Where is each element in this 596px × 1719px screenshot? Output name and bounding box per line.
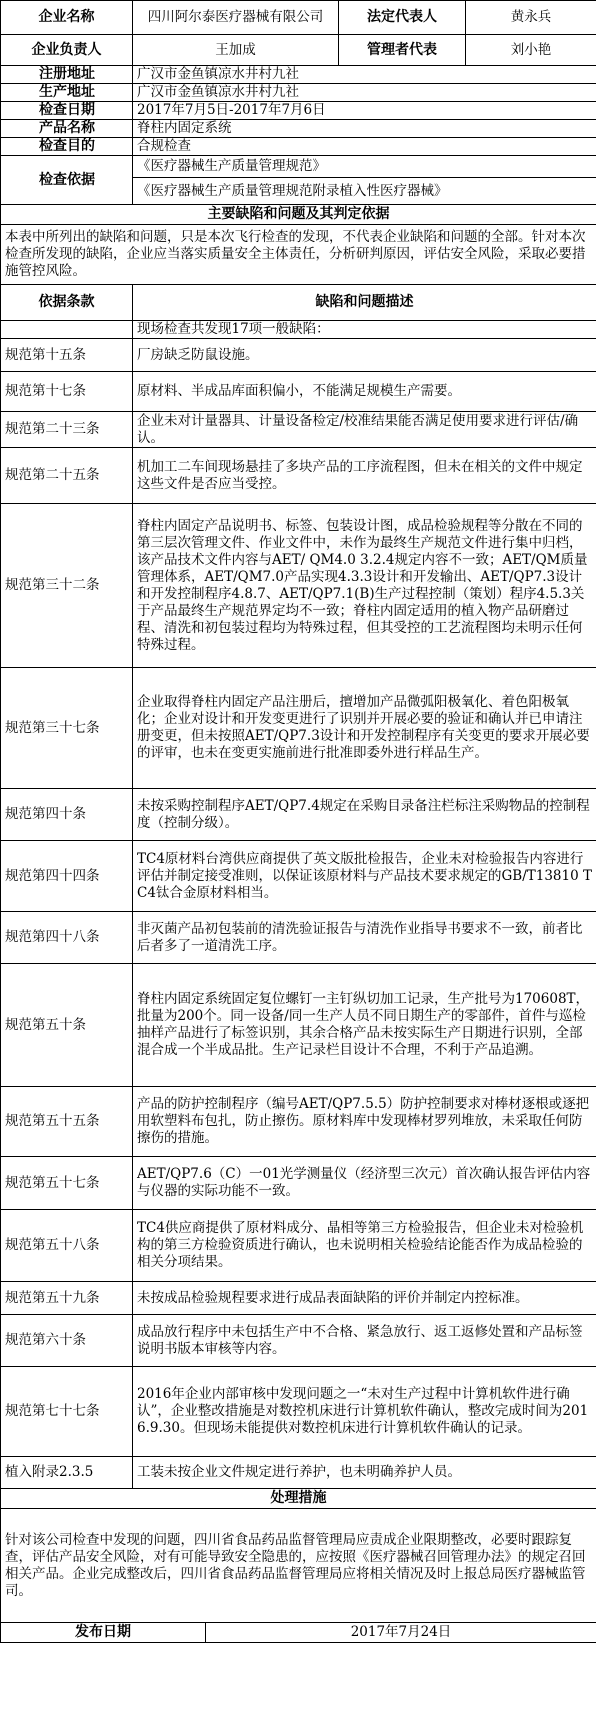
row-release-date xyxy=(1,1623,596,1643)
row-defects-title xyxy=(1,205,596,225)
column-header-description: 缺陷和问题描述 xyxy=(133,285,596,321)
defect-description: 成品放行程序中未包括生产中不合格、紧急放行、返工返修处置和产品标签说明书版本审核等内容。 xyxy=(133,1315,596,1367)
basis-2: 《医疗器械生产质量管理规范附录植入性医疗器械》 xyxy=(133,178,596,205)
row-measures-title xyxy=(1,1489,596,1509)
defect-clause: 规范第十五条 xyxy=(1,339,133,372)
defect-clause: 规范第五十九条 xyxy=(1,1282,133,1315)
row-reg-address xyxy=(1,66,596,84)
defect-clause: 规范第四十八条 xyxy=(1,912,133,964)
defect-description: TC4供应商提供了原材料成分、晶相等第三方检验报告，但企业未对检验机构的第三方检验资质进行确认，也未说明相关检验结论能否作为成品检验的相关分项结果。 xyxy=(133,1210,596,1282)
defect-clause: 规范第五十八条 xyxy=(1,1210,133,1282)
company-name-label: 企业名称 xyxy=(1,1,133,35)
row-company xyxy=(1,1,596,35)
row-column-headers xyxy=(1,285,596,321)
purpose: 合规检查 xyxy=(133,138,596,156)
defect-clause: 规范第七十七条 xyxy=(1,1367,133,1457)
release-date: 2017年7月24日 xyxy=(206,1623,596,1643)
basis-1: 《医疗器械生产质量管理规范》 xyxy=(133,156,596,178)
manager-rep-label: 管理者代表 xyxy=(339,35,466,66)
row-prod-address xyxy=(1,84,596,102)
defect-clause: 规范第三十七条 xyxy=(1,668,133,789)
defects-intro: 本表中所列出的缺陷和问题，只是本次飞行检查的发现，不代表企业缺陷和问题的全部。针对本次检查所发现的缺陷，企业应当落实质量安全主体责任，分析研判原因，评估安全风险，采取必要措施管控风险。 xyxy=(1,225,596,285)
defect-description: 2016年企业内部审核中发现问题之一“未对生产过程中计算机软件进行确认”，企业整改措施是对数控机床进行计算机软件确认，整改完成时间为2016.9.30。但现场未能提供对数控机床进行计算机软件确认的记录。 xyxy=(133,1367,596,1457)
company-head-label: 企业负责人 xyxy=(1,35,133,66)
row-head xyxy=(1,35,596,66)
manager-rep: 刘小艳 xyxy=(466,35,596,66)
reg-address: 广汉市金鱼镇凉水井村九社 xyxy=(133,66,596,84)
defect-description: 未按成品检验规程要求进行成品表面缺陷的评价并制定内控标准。 xyxy=(133,1282,596,1315)
prod-address-label: 生产地址 xyxy=(1,84,133,102)
row-summary xyxy=(1,321,596,339)
defect-description: 脊柱内固定系统固定复位螺钉一主钉纵切加工记录，生产批号为170608T，批量为200个。同一设备/同一生产人员不同日期生产的零部件，首件与巡检抽样产品进行了标签识别，其余合格产品未按实际生产日期进行识别，全部混合成一个半成品批。生产记录栏目设计不合理，不利于产品追溯。 xyxy=(133,964,596,1087)
purpose-label: 检查目的 xyxy=(1,138,133,156)
defect-description: 企业取得脊柱内固定产品注册后，擅增加产品微弧阳极氧化、着色阳极氧化；企业对设计和开发变更进行了识别并开展必要的验证和确认并已申请注册变更，但未按照AET/QP7.3设计和开发控制程序有关变更的要求开展必要的评审，也未在变更实施前进行批准即委外进行样品生产。 xyxy=(133,668,596,789)
defect-row xyxy=(1,339,596,372)
defect-description: 工装未按企业文件规定进行养护，也未明确养护人员。 xyxy=(133,1457,596,1489)
defect-description: 原材料、半成品库面积偏小，不能满足规模生产需要。 xyxy=(133,372,596,412)
defect-description: 厂房缺乏防鼠设施。 xyxy=(133,339,596,372)
defect-clause: 规范第六十条 xyxy=(1,1315,133,1367)
defects-summary: 现场检查共发现17项一般缺陷： xyxy=(133,321,596,339)
prod-address: 广汉市金鱼镇凉水井村九社 xyxy=(133,84,596,102)
row-measures-text xyxy=(1,1509,596,1623)
defect-clause: 规范第二十三条 xyxy=(1,412,133,448)
defect-row xyxy=(1,1457,596,1489)
basis-label: 检查依据 xyxy=(1,156,133,205)
defect-clause: 规范第十七条 xyxy=(1,372,133,412)
defect-row xyxy=(1,1157,596,1210)
defect-clause: 规范第五十五条 xyxy=(1,1087,133,1157)
measures-title: 处理措施 xyxy=(1,1489,596,1509)
defect-row xyxy=(1,504,596,668)
row-basis-1 xyxy=(1,156,596,178)
company-head: 王加成 xyxy=(133,35,339,66)
defect-description: 非灭菌产品初包装前的清洗验证报告与清洗作业指导书要求不一致，前者比后者多了一道清洗工序。 xyxy=(133,912,596,964)
row-product xyxy=(1,120,596,138)
defect-clause: 规范第二十五条 xyxy=(1,448,133,504)
defect-description: 机加工二车间现场悬挂了多块产品的工序流程图，但未在相关的文件中规定这些文件是否应当受控。 xyxy=(133,448,596,504)
defect-clause: 规范第四十条 xyxy=(1,789,133,841)
defect-row xyxy=(1,1367,596,1457)
defect-row xyxy=(1,412,596,448)
row-purpose xyxy=(1,138,596,156)
inspect-date: 2017年7月5日-2017年7月6日 xyxy=(133,102,596,120)
product-label: 产品名称 xyxy=(1,120,133,138)
release-date-label: 发布日期 xyxy=(1,1623,206,1643)
defect-description: 未按采购控制程序AET/QP7.4规定在采购目录备注栏标注采购物品的控制程度（控制分级）。 xyxy=(133,789,596,841)
inspect-date-label: 检查日期 xyxy=(1,102,133,120)
company-name: 四川阿尔泰医疗器械有限公司 xyxy=(133,1,339,35)
defect-clause: 规范第三十二条 xyxy=(1,504,133,668)
defects-section-title: 主要缺陷和问题及其判定依据 xyxy=(1,205,596,225)
row-inspect-date xyxy=(1,102,596,120)
product-name: 脊柱内固定系统 xyxy=(133,120,596,138)
defect-row xyxy=(1,1087,596,1157)
defect-clause: 规范第五十七条 xyxy=(1,1157,133,1210)
defect-row xyxy=(1,841,596,912)
defect-description: 产品的防护控制程序（编号AET/QP7.5.5）防护控制要求对棒材逐根或逐把用软塑料布包扎，防止擦伤。原材料库中发现棒材罗列堆放，未采取任何防擦伤的措施。 xyxy=(133,1087,596,1157)
defect-row xyxy=(1,448,596,504)
defect-row xyxy=(1,668,596,789)
column-header-basis: 依据条款 xyxy=(1,285,133,321)
defect-row xyxy=(1,372,596,412)
defect-row xyxy=(1,1210,596,1282)
defect-row xyxy=(1,1282,596,1315)
defect-row xyxy=(1,789,596,841)
defect-description: 脊柱内固定产品说明书、标签、包装设计图，成品检验规程等分散在不同的第三层次管理文件、作业文件中，未作为最终生产规范文件进行集中归档，该产品技术文件内容与AET/ QM4.0 3.2.4规定内容不一致；AET/QM质量管理体系，AET/QM7.0产品实现4.3.3设计和开发输出、AET/QP7.3设计和开发控制程序4.8.7、AET/QP7.1(B)生产过程控制（策划）程序4.5.3关于产品最终生产规范界定均不一致；脊柱内固定适用的植入物产品研磨过程、清洗和初包装过程均为特殊过程，但其受控的工艺流程图均未明示任何特殊过程。 xyxy=(133,504,596,668)
defect-clause: 植入附录2.3.5 xyxy=(1,1457,133,1489)
legal-rep: 黄永兵 xyxy=(466,1,596,35)
defect-description: AET/QP7.6（C）一01光学测量仪（经济型三次元）首次确认报告评估内容与仪器的实际功能不一致。 xyxy=(133,1157,596,1210)
defect-description: 企业未对计量器具、计量设备检定/校准结果能否满足使用要求进行评估/确认。 xyxy=(133,412,596,448)
defect-clause: 规范第四十四条 xyxy=(1,841,133,912)
row-defects-intro xyxy=(1,225,596,285)
defect-row xyxy=(1,1315,596,1367)
defect-row xyxy=(1,912,596,964)
summary-empty-cell xyxy=(1,321,133,339)
defect-clause: 规范第五十条 xyxy=(1,964,133,1087)
reg-address-label: 注册地址 xyxy=(1,66,133,84)
measures-text: 针对该公司检查中发现的问题，四川省食品药品监督管理局应责成企业限期整改，必要时跟踪复查，评估产品安全风险，对有可能导致安全隐患的，应按照《医疗器械召回管理办法》的规定召回相关产品。企业完成整改后，四川省食品药品监督管理局应将相关情况及时上报总局医疗器械监管司。 xyxy=(1,1509,596,1623)
defect-row xyxy=(1,964,596,1087)
legal-rep-label: 法定代表人 xyxy=(339,1,466,35)
defect-description: TC4原材料台湾供应商提供了英文版批检报告，企业未对检验报告内容进行评估并制定接受准则，以保证该原材料与产品技术要求规定的GB/T13810 TC4钛合金原材料相当。 xyxy=(133,841,596,912)
